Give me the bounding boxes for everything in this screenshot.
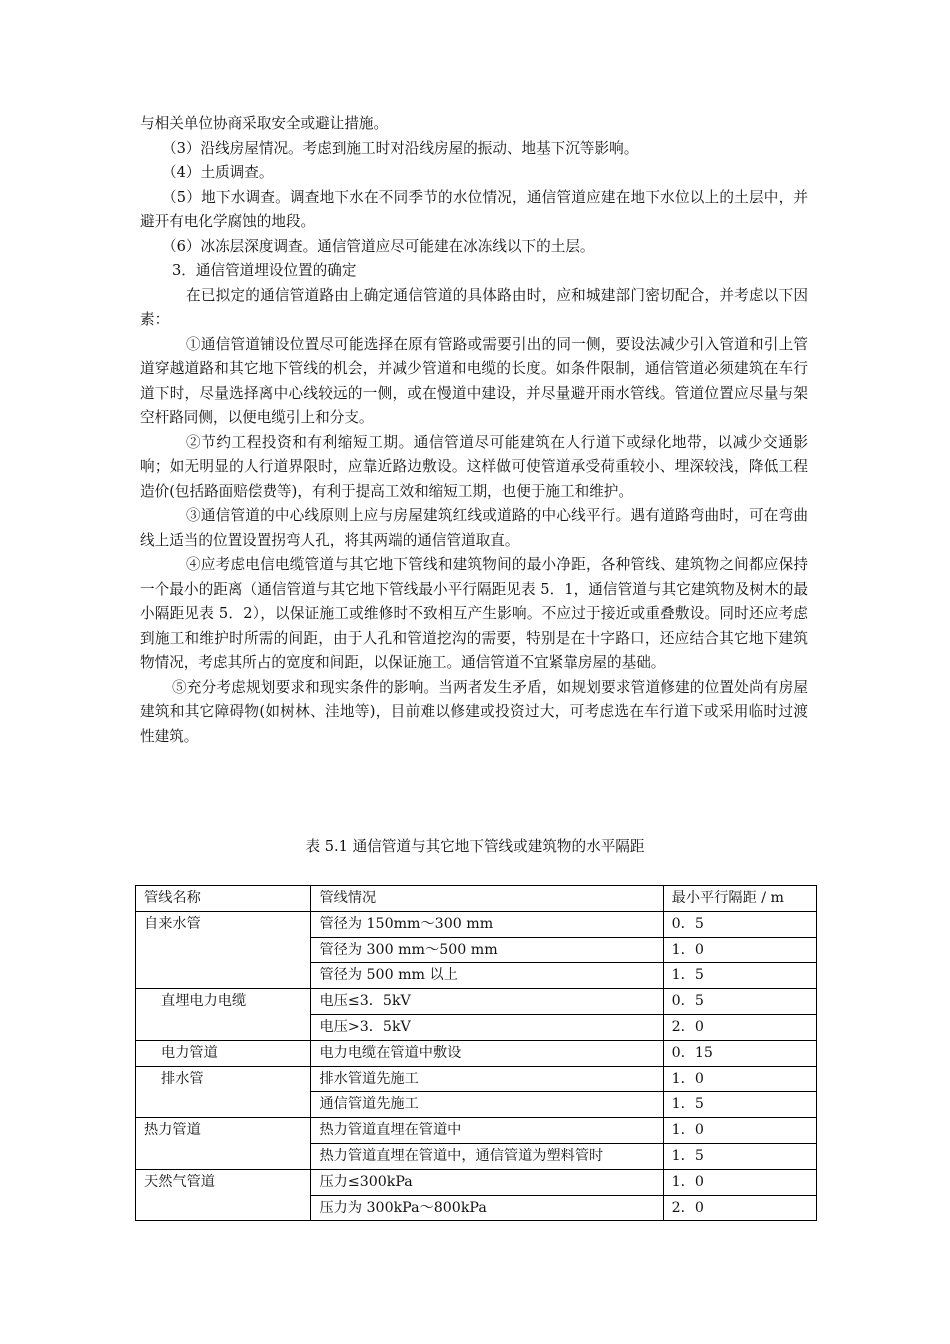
row-name: 热力管道: [136, 1118, 311, 1170]
row-distance: 0．5: [663, 989, 816, 1015]
paragraph-factor-5: ⑤充分考虑规划要求和现实条件的影响。当两者发生矛盾，如规划要求管道修建的位置处尚有房屋建筑和其它障碍物(如树林、洼地等)，目前难以修建或投资过大，可考虑选在车行道下或采用临时过渡性建筑。: [140, 678, 808, 745]
row-name: 天然气管道: [136, 1169, 311, 1221]
body-text: [140, 112, 808, 749]
row-condition: 压力为 300kPa～800kPa: [311, 1195, 663, 1221]
row-condition: 管径为 300 mm～500 mm: [311, 937, 663, 963]
row-condition: 热力管道直埋在管道中: [311, 1118, 663, 1144]
row-condition: 电力电缆在管道中敷设: [311, 1040, 663, 1066]
header-pipeline-name: 管线名称: [136, 886, 311, 912]
row-distance: 1．5: [663, 1092, 816, 1118]
row-condition: 压力≤300kPa: [311, 1169, 663, 1195]
row-name: 电力管道: [136, 1040, 311, 1066]
paragraph-factor-3: ③通信管道的中心线原则上应与房屋建筑红线或道路的中心线平行。遇有道路弯曲时，可在弯曲线上适当的位置设置拐弯人孔，将其两端的通信管道取直。: [140, 507, 808, 549]
row-condition: 热力管道直埋在管道中，通信管道为塑料管时: [311, 1143, 663, 1169]
table-row: [136, 1169, 817, 1195]
row-distance: 2．0: [663, 1195, 816, 1221]
row-distance: 2．0: [663, 1014, 816, 1040]
header-min-distance: 最小平行隔距 / m: [663, 886, 816, 912]
row-condition: 电压≤3．5kV: [311, 989, 663, 1015]
paragraph-item-4: （4）土质调查。: [162, 164, 274, 181]
row-distance: 1．5: [663, 1143, 816, 1169]
paragraph-item-5: （5）地下水调查。调查地下水在不同季节的水位情况，通信管道应建在地下水位以上的土层中，并避开有电化学腐蚀的地段。: [140, 188, 808, 230]
row-distance: 1．5: [663, 963, 816, 989]
table-row: [136, 989, 817, 1015]
clearance-table: [135, 885, 817, 1221]
paragraph-continuation: 与相关单位协商采取安全或避让措施。: [140, 115, 389, 132]
table-row: [136, 1066, 817, 1092]
table-row: [136, 911, 817, 937]
row-distance: 0．15: [663, 1040, 816, 1066]
table-row: [136, 1118, 817, 1144]
paragraph-factor-2: ②节约工程投资和有利缩短工期。通信管道尽可能建筑在人行道下或绿化地带，以减少交通影响；如无明显的人行道界限时，应靠近路边敷设。这样做可使管道承受荷重较小、埋深较浅，降低工程造价(包括路面赔偿费等)，有利于提高工效和缩短工期，也便于施工和维护。: [140, 433, 808, 500]
row-distance: 1．0: [663, 1066, 816, 1092]
row-distance: 0．5: [663, 911, 816, 937]
section-heading: 3．通信管道埋设位置的确定: [172, 262, 357, 279]
table-header-row: [136, 886, 817, 912]
paragraph-item-3: （3）沿线房屋情况。考虑到施工时对沿线房屋的振动、地基下沉等影响。: [162, 139, 639, 157]
row-condition: 排水管道先施工: [311, 1066, 663, 1092]
paragraph-item-6: （6）冰冻层深度调查。通信管道应尽可能建在冰冻线以下的土层。: [162, 237, 595, 255]
row-name: 排水管: [136, 1066, 311, 1118]
table-caption: 表 5.1 通信管道与其它地下管线或建筑物的水平隔距: [305, 838, 645, 855]
row-condition: 管径为 150mm～300 mm: [311, 911, 663, 937]
row-name: 直埋电力电缆: [136, 989, 311, 1041]
paragraph-factor-1: ①通信管道铺设位置尽可能选择在原有管路或需要引出的同一侧，要设法减少引入管道和引上管道穿越道路和其它地下管线的机会，并减少管道和电缆的长度。如条件限制，通信管道必须建筑在车行道下时，尽量选择离中心线较远的一侧，或在慢道中建设，并尽量避开雨水管线。管道位置应尽量与架空杆路同侧，以便电缆引上和分支。: [140, 335, 808, 426]
table-row: [136, 1040, 817, 1066]
row-condition: 管径为 500 mm 以上: [311, 963, 663, 989]
row-condition: 电压>3．5kV: [311, 1014, 663, 1040]
row-name: 自来水管: [136, 911, 311, 988]
row-distance: 1．0: [663, 1118, 816, 1144]
row-distance: 1．0: [663, 937, 816, 963]
paragraph-factor-4: ④应考虑电信电缆管道与其它地下管线和建筑物间的最小净距，各种管线、建筑物之间都应保持一个最小的距离（通信管道与其它地下管线最小平行隔距见表 5．1，通信管道与其它建筑物及树木的最小隔距见表 5．2），以保证施工或维修时不致相互产生影响。不应过于接近或重叠敷设。同时还应考虑到施工和维护时所需的间距，由于人孔和管道挖沟的需要，特别是在十字路口，还应结合其它地下建筑物情况，考虑其所占的宽度和间距，以保证施工。通信管道不宜紧靠房屋的基础。: [140, 556, 808, 671]
row-condition: 通信管道先施工: [311, 1092, 663, 1118]
row-distance: 1．0: [663, 1169, 816, 1195]
paragraph-intro: 在已拟定的通信管道路由上确定通信管道的具体路由时，应和城建部门密切配合，并考虑以下因素：: [140, 286, 808, 328]
header-pipeline-condition: 管线情况: [311, 886, 663, 912]
